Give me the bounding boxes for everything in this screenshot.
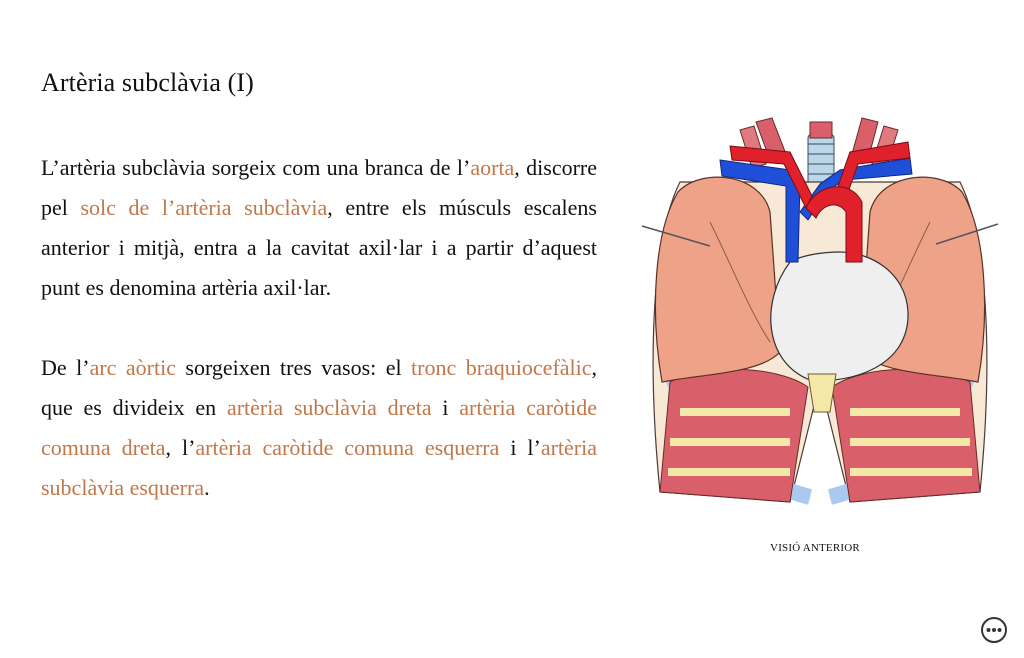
p2-text-2: sorgeixen tres vasos: el: [175, 355, 412, 380]
p1-text-3: , entre els músculs escalens anterior i mitjà, entra a la cavitat axil·lar i a partir d’aquest punt es denomina artèria axil·lar.: [41, 195, 597, 300]
body-text: [41, 148, 597, 508]
paragraph-2: [41, 348, 597, 508]
link-arc-aortic[interactable]: arc aòrtic: [89, 355, 176, 380]
p2-text-7: .: [204, 475, 210, 500]
link-arteria-carotide-comuna-dreta[interactable]: artèria caròtide comuna dreta: [41, 395, 598, 460]
link-tronc-braquiocefalic[interactable]: tronc braquiocefàlic: [411, 355, 592, 380]
p2-text-5: , l’: [165, 435, 196, 460]
p2-text-3: , que es divideix en: [41, 355, 598, 420]
link-arteria-subclavia-esquerra[interactable]: artèria subclàvia esquerra: [41, 435, 597, 500]
link-arteria-subclavia-dreta[interactable]: artèria subclàvia dreta: [226, 395, 432, 420]
paragraph-1: [41, 148, 597, 308]
thorax-anterior-illustration: [640, 112, 1000, 512]
link-aorta[interactable]: aorta: [470, 155, 515, 180]
link-solc-arteria-subclavia[interactable]: solc de l’artèria subclàvia: [80, 195, 328, 220]
p1-text-1: L’artèria subclàvia sorgeix com una branca de l’: [41, 155, 471, 180]
link-arteria-carotide-comuna-esquerra[interactable]: artèria caròtide comuna esquerra: [195, 435, 500, 460]
p2-text-6: i l’: [499, 435, 541, 460]
p2-text-4: i: [431, 395, 460, 420]
p2-text-1: De l’: [41, 355, 90, 380]
p1-text-2: , discorre pel: [41, 155, 598, 220]
slide-title: Artèria subclàvia (I): [41, 68, 254, 97]
more-options-icon[interactable]: [980, 616, 1008, 644]
figure-caption: VISIÓ ANTERIOR: [770, 542, 860, 554]
